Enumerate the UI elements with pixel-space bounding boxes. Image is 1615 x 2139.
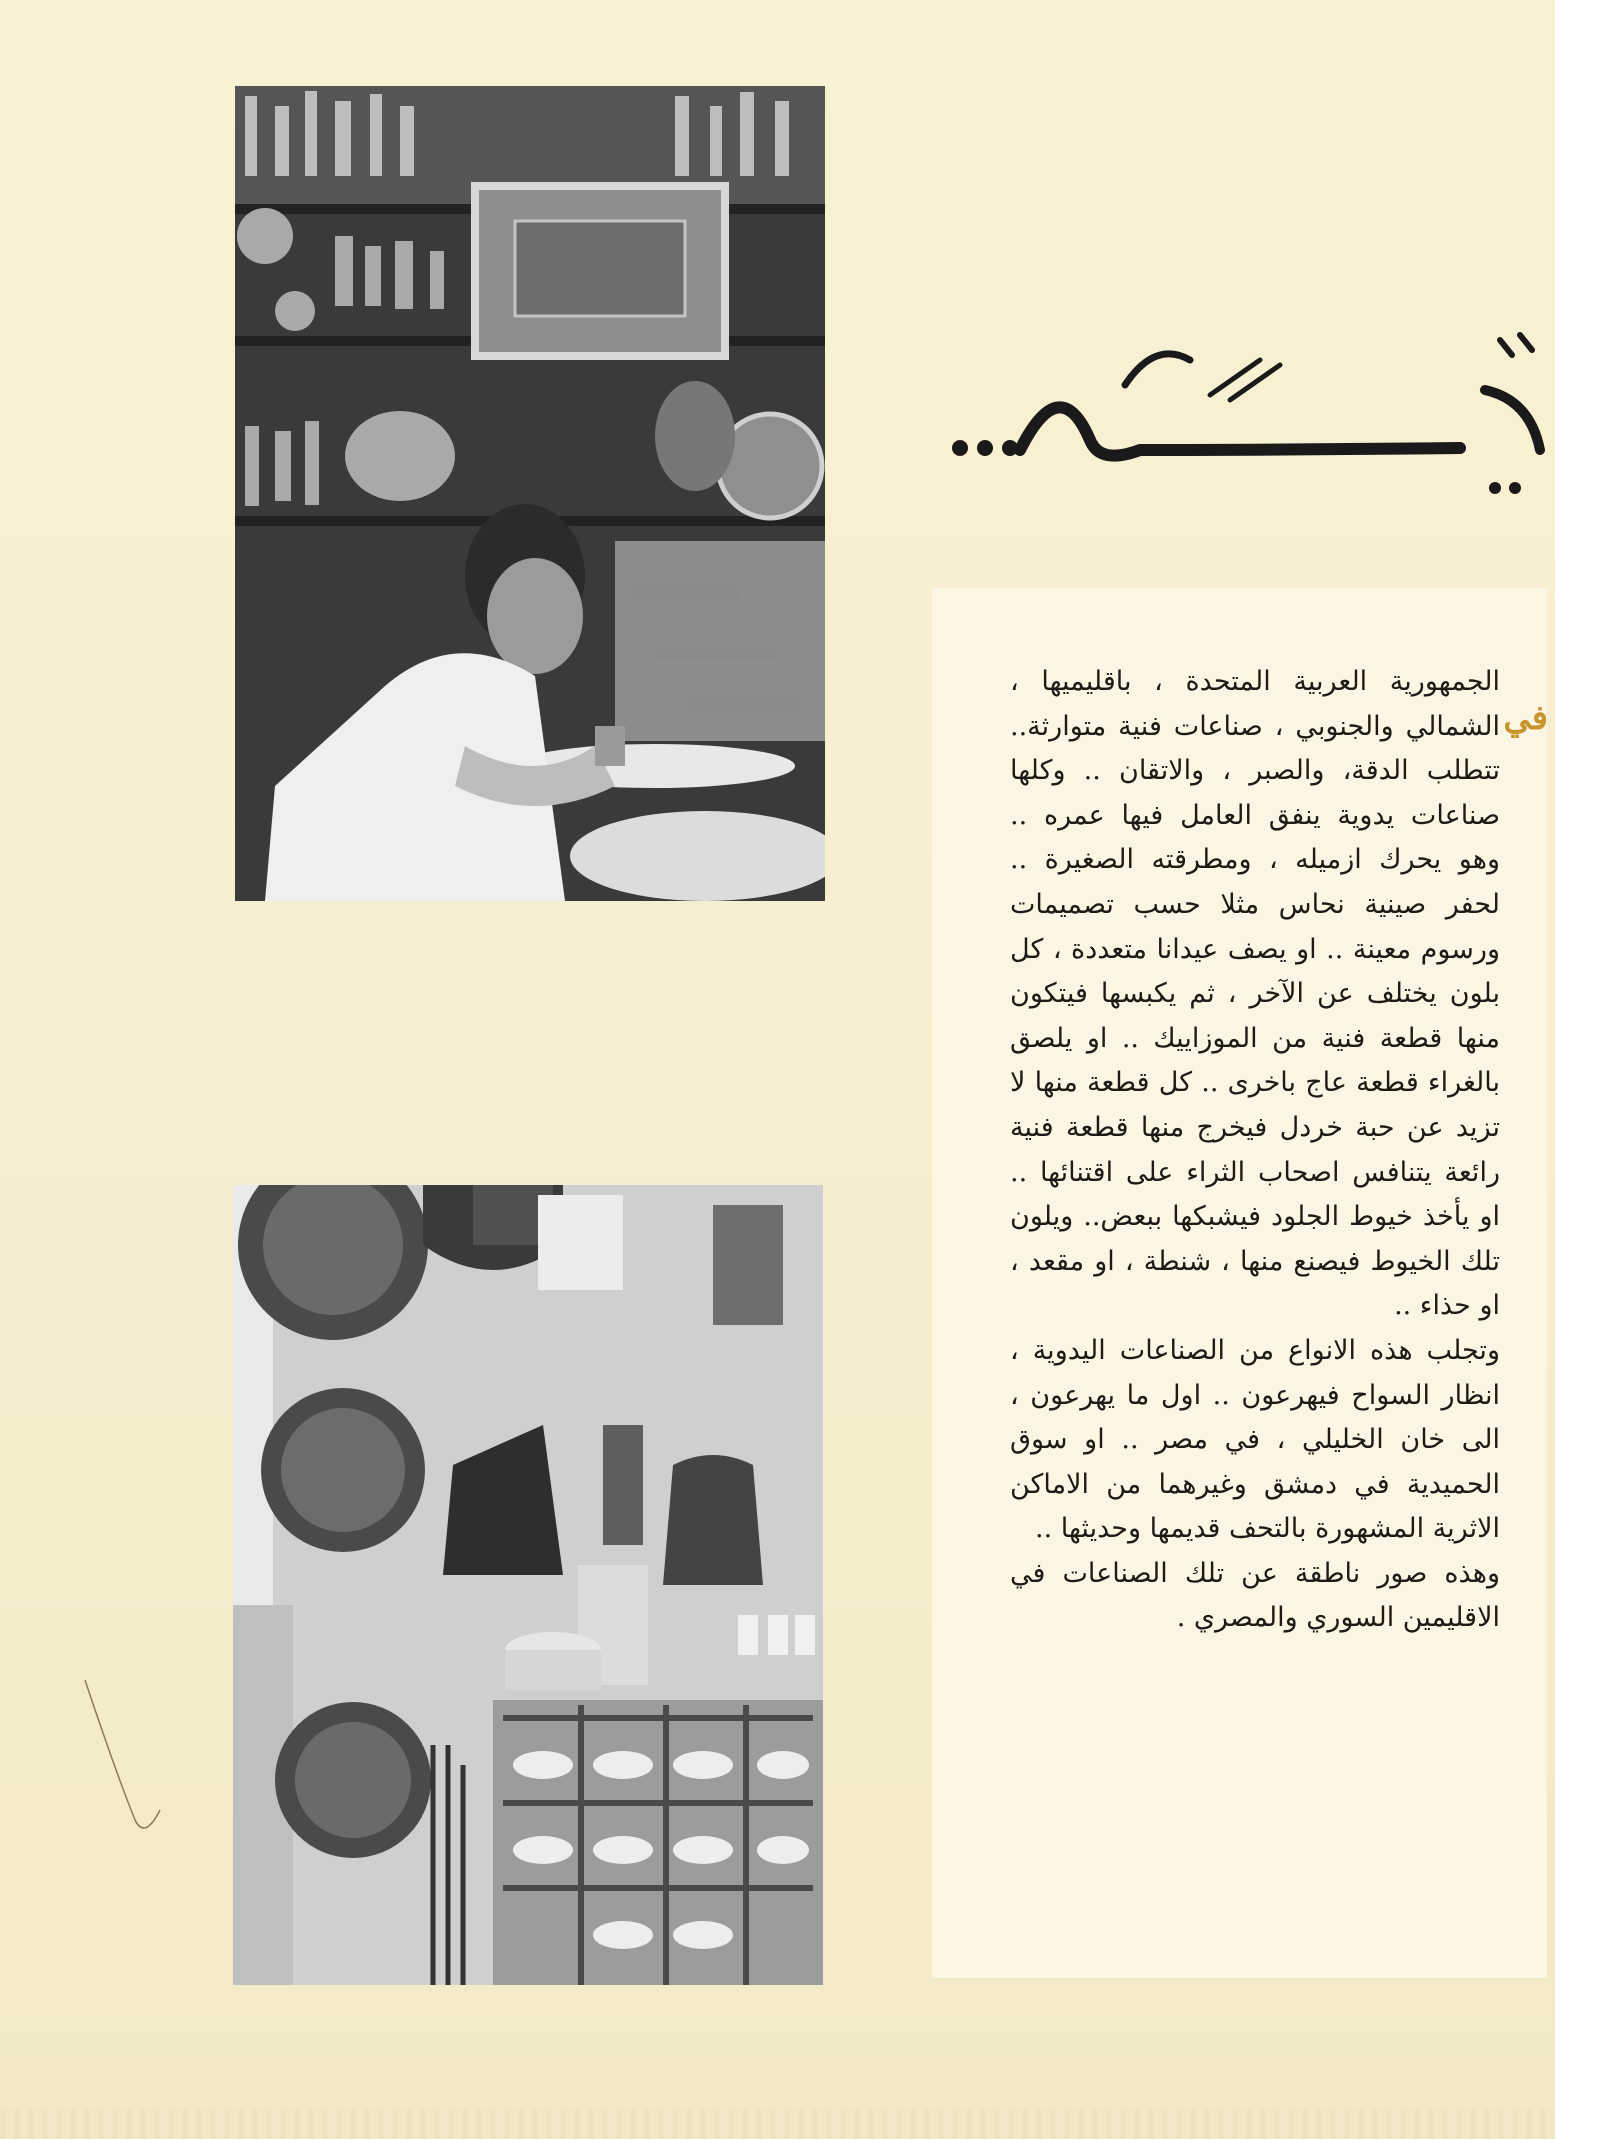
craftsman-photo-art — [235, 86, 825, 901]
article-body — [1010, 660, 1548, 1641]
leather-shop-photo-art — [233, 1185, 823, 1985]
pencil-mark — [75, 1680, 175, 1840]
title-calligraphy — [940, 300, 1555, 510]
photo-craftsman — [235, 86, 825, 901]
lead-letter: في — [1503, 698, 1548, 738]
photo-leather-shop — [233, 1185, 823, 1985]
article-paragraph-3: وهذه صور ناطقة عن تلك الصناعات في الاقليمين السوري والمصري . — [1010, 1557, 1500, 1634]
article-paragraph-1: الجمهورية العربية المتحدة ، باقليميها ، الشمالي والجنوبي ، صناعات فنية متوارثة.. تتطلب الدقة، والصبر ، والاتقان .. وكلها صناعات يدوية ينفق العامل فيها عمره .. وهو يحرك ازميله ، ومطرقته الصغيرة .. لحفر صينية نحاس مثلا حسب تصميمات ورسوم معينة .. او يصف عيدانا متعددة ، كل بلون يختلف عن الآخر ، ثم يكبسها فيتكون منها قطعة فنية من الموزاييك .. او يلصق بالغراء قطعة عاج باخرى .. كل قطعة منها لا تزيد عن حبة خردل فيخرج منها قطعة فنية رائعة يتنافس اصحاب الثراء على اقتنائها .. او يأخذ خيوط الجلود فيشبكها ببعض.. ويلون تلك الخيوط فيصنع منها ، شنطة ، او مقعد ، او حذاء .. — [1010, 666, 1500, 1322]
article-paragraph-2: وتجلب هذه الانواع من الصناعات اليدوية ، انظار السواح فيهرعون .. اول ما يهرعون ، الى خان الخليلي ، في مصر .. او سوق الحميدية في دمشق وغيرهما من الاماكن الاثرية المشهورة بالتحف قديمها وحديثها .. — [1010, 1334, 1500, 1545]
title-calligraphy-art — [940, 300, 1555, 510]
page-edge — [1555, 0, 1615, 2139]
bottom-border — [0, 2109, 1555, 2139]
